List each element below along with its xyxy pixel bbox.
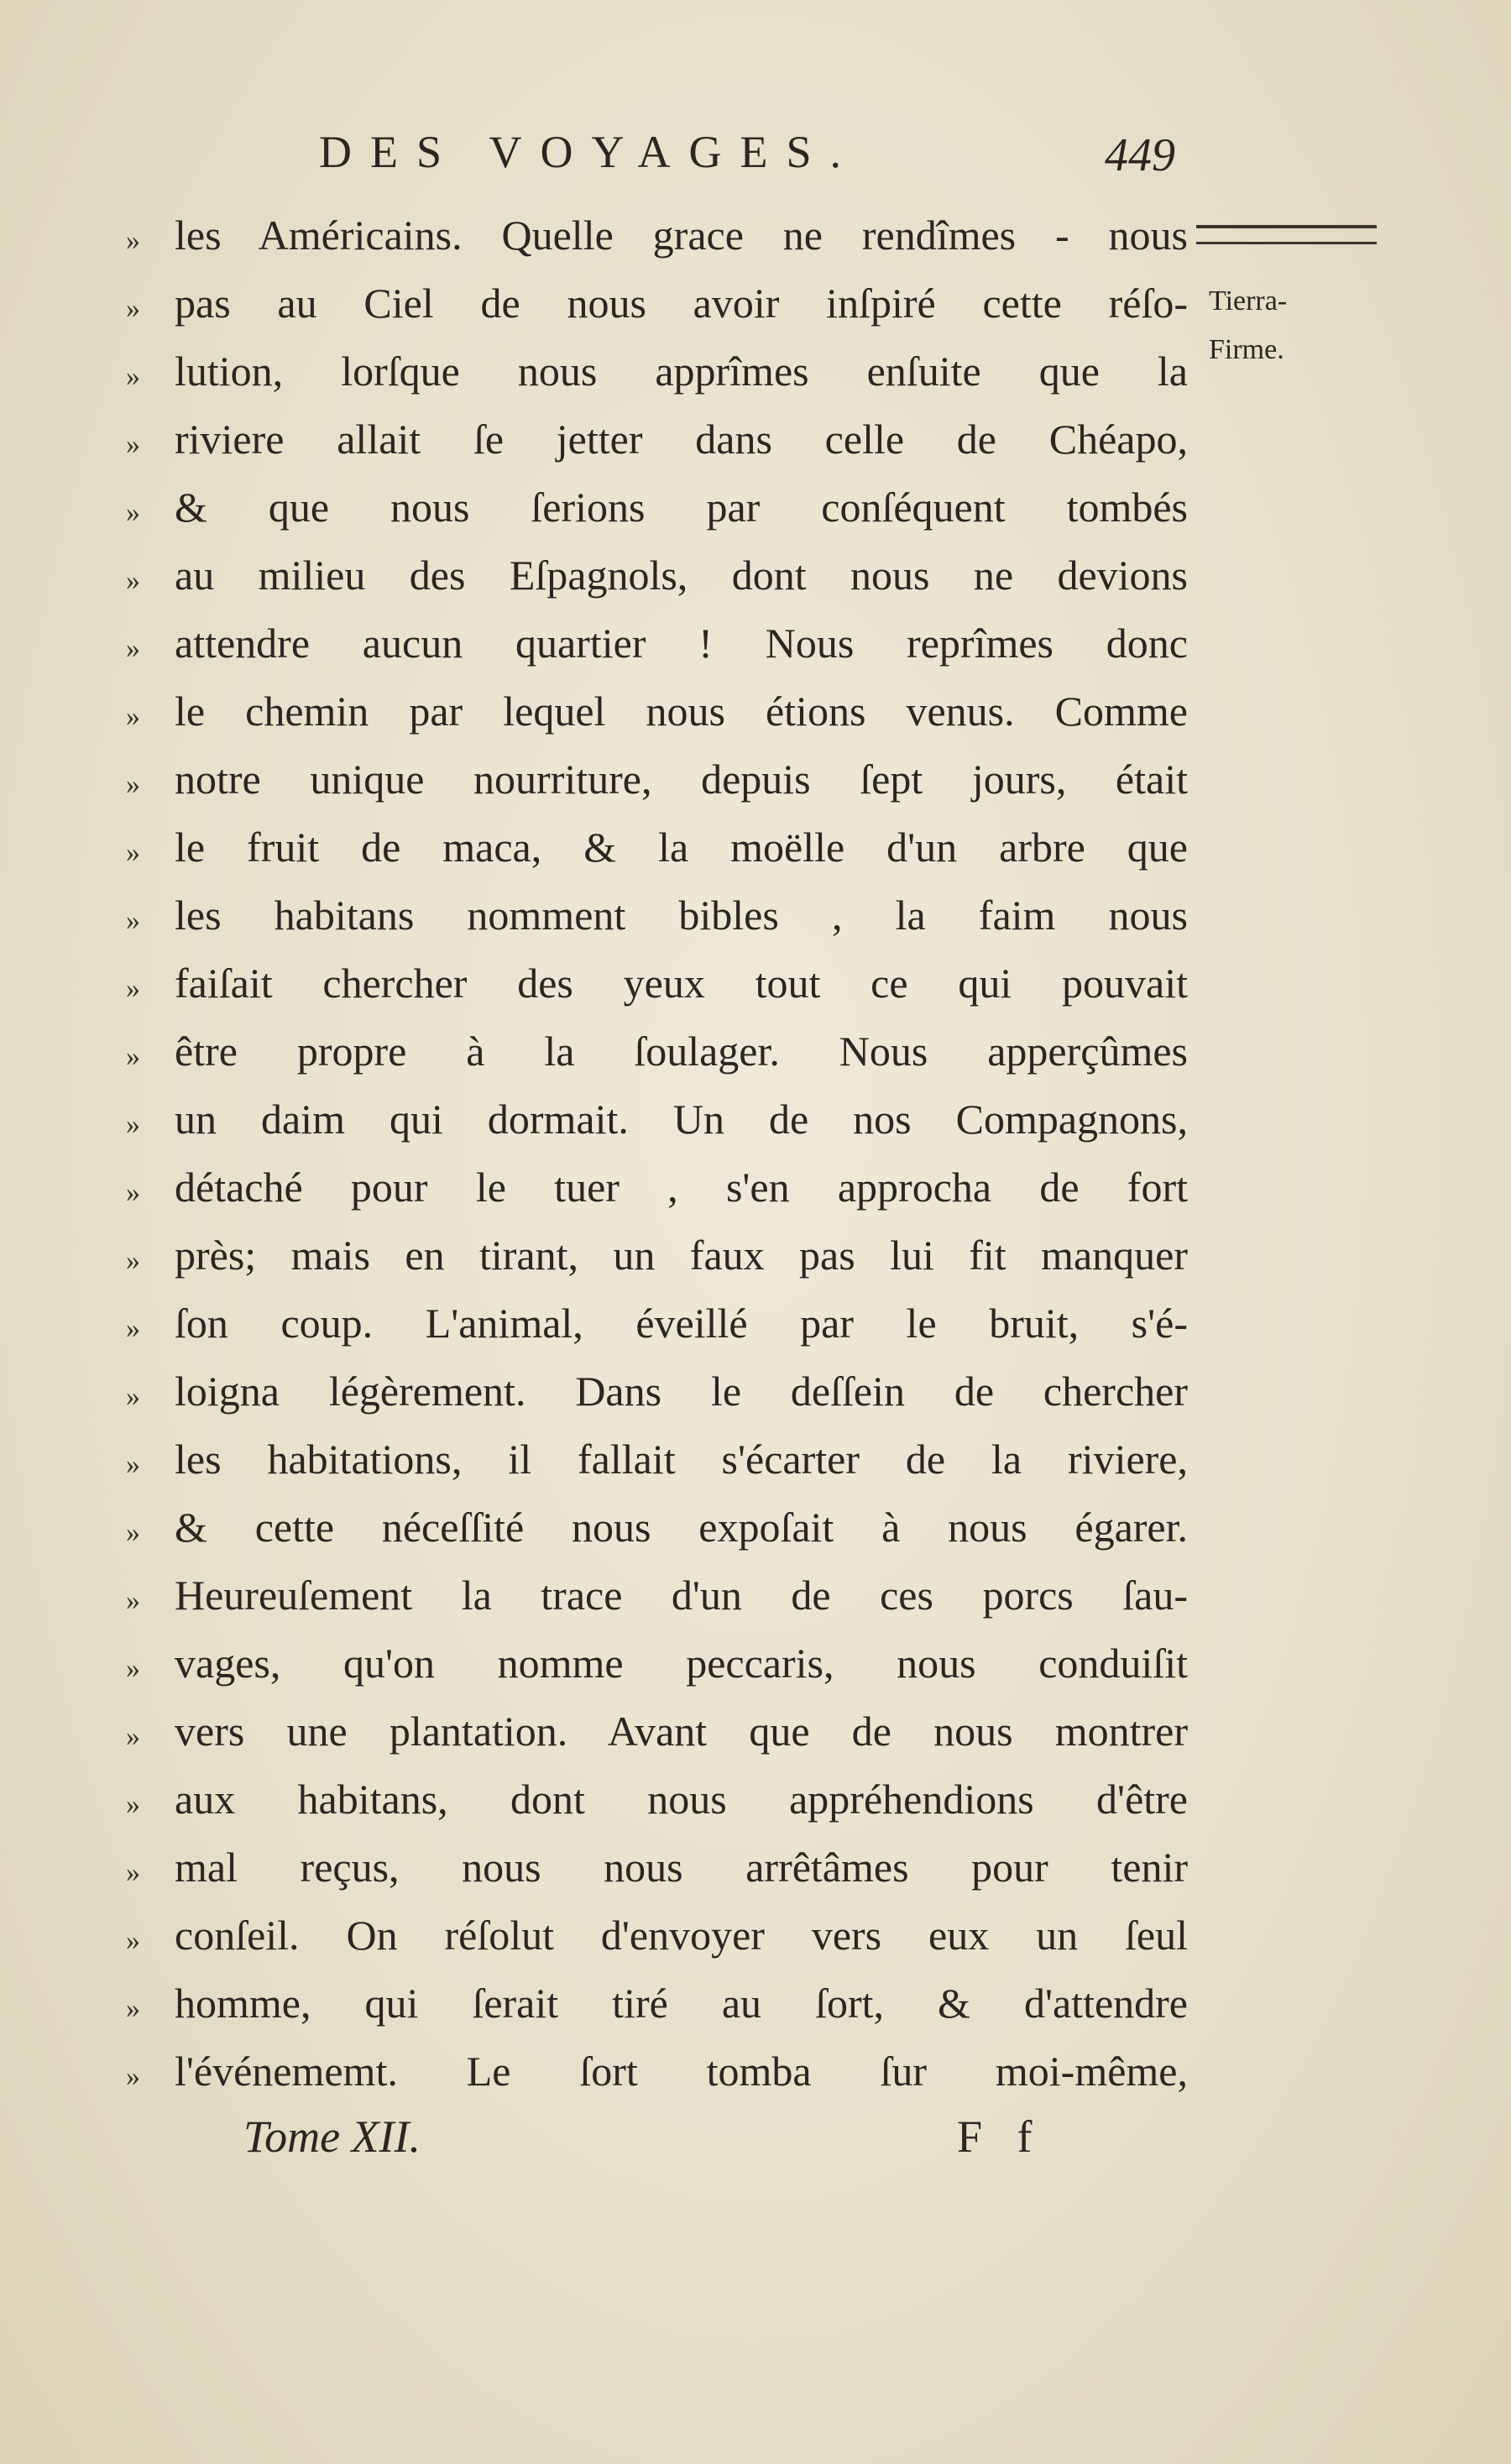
text-line xyxy=(126,1290,1188,1358)
text-line xyxy=(126,269,1188,337)
quote-mark: » xyxy=(126,905,140,936)
text-line xyxy=(126,1766,1188,1834)
signature-mark: F f xyxy=(957,2111,1044,2162)
text-line xyxy=(126,1018,1188,1086)
line-text: & que nous ſerions par conſéquent tombés xyxy=(175,484,1188,531)
page-footer xyxy=(243,2103,1083,2170)
line-text: l'événememt. Le ſort tomba ſur moi-même, xyxy=(175,2048,1188,2095)
line-text: attendre aucun quartier ! Nous reprîmes donc xyxy=(175,620,1188,667)
line-text: les habitations, il fallait s'écarter de la riviere, xyxy=(175,1436,1188,1483)
text-line xyxy=(126,1698,1188,1766)
line-text: au milieu des Eſpagnols, dont nous ne devions xyxy=(175,552,1188,599)
body-text xyxy=(126,201,1188,2106)
text-line xyxy=(126,1494,1188,1562)
quote-mark: » xyxy=(126,293,140,324)
quote-mark: » xyxy=(126,1449,140,1480)
text-line xyxy=(126,1426,1188,1494)
text-line xyxy=(126,1970,1188,2038)
line-text: le fruit de maca, & la moëlle d'un arbre que xyxy=(175,824,1188,871)
line-text: loigna légèrement. Dans le deſſein de chercher xyxy=(175,1368,1188,1415)
line-text: mal reçus, nous nous arrêtâmes pour tenir xyxy=(175,1844,1188,1891)
quote-mark: » xyxy=(126,973,140,1004)
text-line xyxy=(126,1834,1188,1902)
text-line xyxy=(126,1902,1188,1970)
running-title: DES VOYAGES. xyxy=(319,127,860,177)
line-text: détaché pour le tuer , s'en approcha de fort xyxy=(175,1164,1188,1211)
quote-mark: » xyxy=(126,1177,140,1208)
text-line xyxy=(126,201,1188,269)
line-text: le chemin par lequel nous étions venus. Comme xyxy=(175,688,1188,735)
quote-mark: » xyxy=(126,429,140,460)
line-text: près; mais en tirant, un faux pas lui fit manquer xyxy=(175,1232,1188,1279)
quote-mark: » xyxy=(126,837,140,868)
text-line xyxy=(126,813,1188,881)
margin-note xyxy=(1209,277,1343,374)
text-line xyxy=(126,1562,1188,1630)
text-line xyxy=(126,337,1188,405)
line-text: lution, lorſque nous apprîmes enſuite que la xyxy=(175,348,1188,395)
quote-mark: » xyxy=(126,361,140,392)
text-line xyxy=(126,1358,1188,1426)
quote-mark: » xyxy=(126,1585,140,1616)
line-text: conſeil. On réſolut d'envoyer vers eux un ſeul xyxy=(175,1912,1188,1959)
quote-mark: » xyxy=(126,1245,140,1276)
quote-mark: » xyxy=(126,769,140,800)
quote-mark: » xyxy=(126,1517,140,1548)
text-line xyxy=(126,745,1188,813)
line-text: ſon coup. L'animal, éveillé par le bruit, s'é- xyxy=(175,1300,1188,1347)
line-text: être propre à la ſoulager. Nous apperçûmes xyxy=(175,1028,1188,1075)
volume-label: Tome XII. xyxy=(243,2111,421,2162)
quote-mark: » xyxy=(126,497,140,528)
text-line xyxy=(126,1154,1188,1222)
quote-mark: » xyxy=(126,701,140,732)
margin-note-line: Tierra- xyxy=(1209,285,1288,317)
text-line xyxy=(126,473,1188,541)
text-line xyxy=(126,1086,1188,1154)
quote-mark: » xyxy=(126,1653,140,1684)
quote-mark: » xyxy=(126,1721,140,1752)
quote-mark: » xyxy=(126,1925,140,1956)
line-text: pas au Ciel de nous avoir inſpiré cette réſo- xyxy=(175,280,1188,327)
text-line xyxy=(126,609,1188,677)
quote-mark: » xyxy=(126,1993,140,2024)
text-line xyxy=(126,405,1188,473)
line-text: faiſait chercher des yeux tout ce qui pouvait xyxy=(175,960,1188,1007)
running-head xyxy=(319,123,1175,181)
quote-mark: » xyxy=(126,2061,140,2092)
line-text: homme, qui ſerait tiré au ſort, & d'attendre xyxy=(175,1980,1188,2027)
line-text: Heureuſement la trace d'un de ces porcs ſau- xyxy=(175,1572,1188,1619)
line-text: les Américains. Quelle grace ne rendîmes - nous xyxy=(175,212,1188,259)
line-text: & cette néceſſité nous expoſait à nous égarer. xyxy=(175,1504,1188,1551)
text-line xyxy=(126,1222,1188,1290)
page-number: 449 xyxy=(1105,129,1175,181)
quote-mark: » xyxy=(126,1789,140,1820)
quote-mark: » xyxy=(126,1313,140,1344)
quote-mark: » xyxy=(126,225,140,256)
text-line xyxy=(126,881,1188,950)
margin-note-line: Firme. xyxy=(1209,334,1284,365)
quote-mark: » xyxy=(126,565,140,596)
quote-mark: » xyxy=(126,1857,140,1888)
text-line xyxy=(126,541,1188,609)
line-text: vages, qu'on nomme peccaris, nous conduiſit xyxy=(175,1640,1188,1687)
line-text: notre unique nourriture, depuis ſept jours, était xyxy=(175,756,1188,803)
text-line xyxy=(126,1630,1188,1698)
line-text: aux habitans, dont nous appréhendions d'être xyxy=(175,1776,1188,1823)
quote-mark: » xyxy=(126,633,140,664)
text-line xyxy=(126,677,1188,745)
line-text: riviere allait ſe jetter dans celle de Chéapo, xyxy=(175,416,1188,463)
quote-mark: » xyxy=(126,1381,140,1412)
text-line xyxy=(126,950,1188,1018)
margin-rule xyxy=(1196,225,1377,244)
line-text: vers une plantation. Avant que de nous montrer xyxy=(175,1708,1188,1755)
quote-mark: » xyxy=(126,1041,140,1072)
line-text: les habitans nomment bibles , la faim nous xyxy=(175,892,1188,939)
line-text: un daim qui dormait. Un de nos Compagnons, xyxy=(175,1096,1188,1143)
text-line xyxy=(126,2038,1188,2106)
quote-mark: » xyxy=(126,1109,140,1140)
